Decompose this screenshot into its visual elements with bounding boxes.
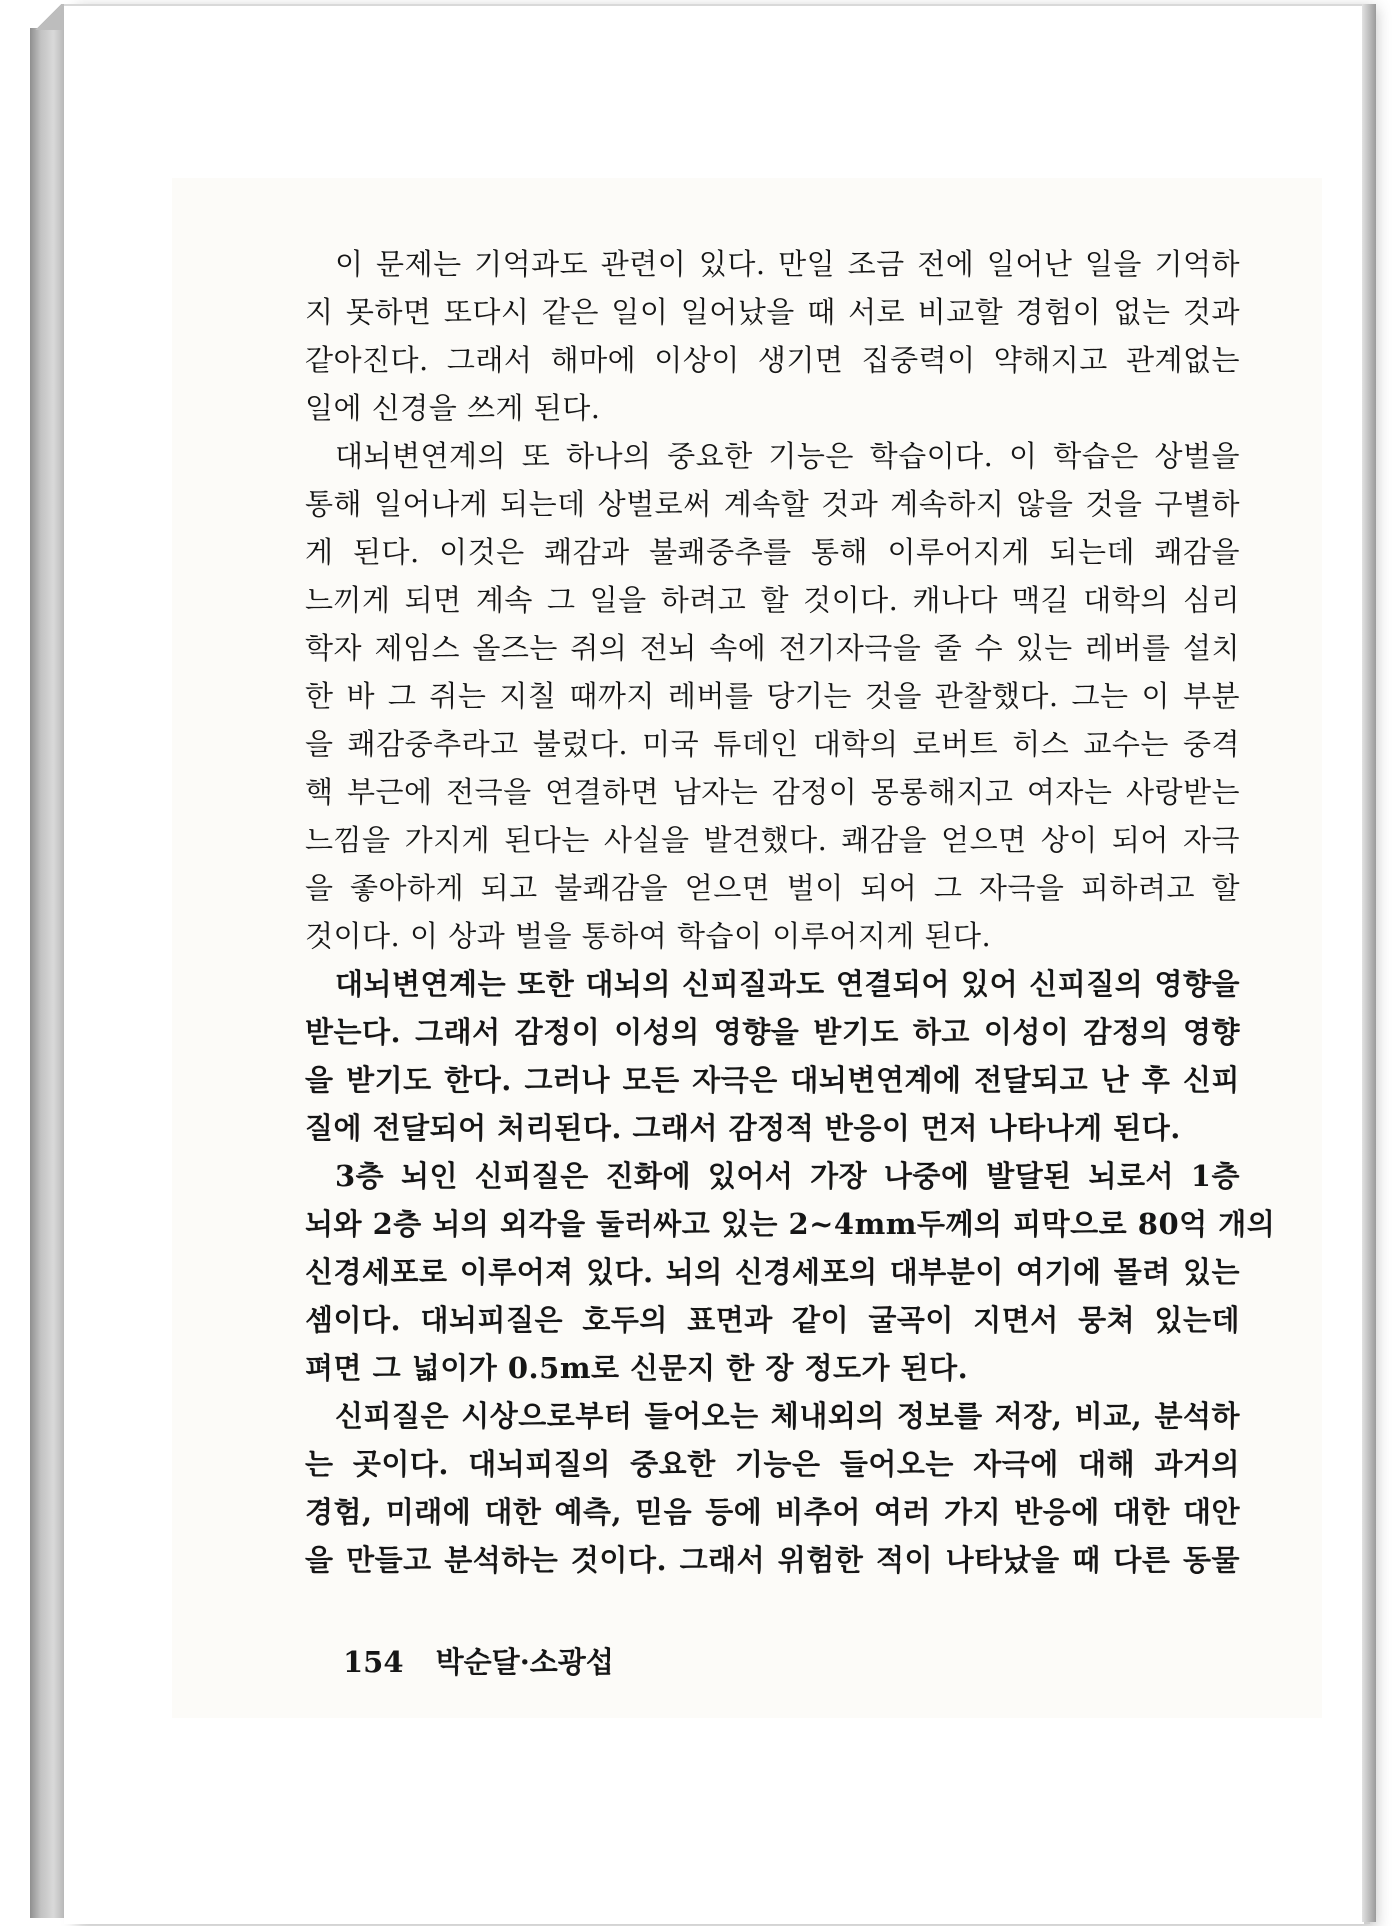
page-number: 154 [343,1645,404,1679]
text-line: 뇌와 2층 뇌의 외각을 둘러싸고 있는 2~4mm두께의 피막으로 80억 개의 [305,1207,1276,1241]
body-text [305,240,1276,1584]
paragraph-1 [305,240,1240,432]
text-line: 같아진다. 그래서 해마에 이상이 생기면 집중력이 약해지고 관계없는 [305,343,1240,377]
text-line: 느끼게 되면 계속 그 일을 하려고 할 것이다. 캐나다 맥길 대학의 심리 [305,583,1240,617]
text-line: 일에 신경을 쓰게 된다. [305,391,601,425]
text-line: 을 좋아하게 되고 불쾌감을 얻으면 벌이 되어 그 자극을 피하려고 할 [305,871,1240,905]
paragraph-5 [305,1392,1240,1584]
text-line: 통해 일어나게 되는데 상벌로써 계속할 것과 계속하지 않을 것을 구별하 [305,487,1240,521]
text-line: 3층 뇌인 신피질은 진화에 있어서 가장 나중에 발달된 뇌로서 1층 [335,1159,1240,1193]
page-footer [343,1640,614,1681]
book-spine [30,28,66,1918]
text-line: 을 쾌감중추라고 불렀다. 미국 튜데인 대학의 로버트 히스 교수는 중격 [305,727,1240,761]
book-top-edge [30,4,66,30]
text-line: 게 된다. 이것은 쾌감과 불쾌중추를 통해 이루어지게 되는데 쾌감을 [305,535,1240,569]
text-line: 질에 전달되어 처리된다. 그래서 감정적 반응이 먼저 나타나게 된다. [305,1111,1181,1145]
text-line: 신피질은 시상으로부터 들어오는 체내외의 정보를 저장, 비교, 분석하 [335,1399,1240,1433]
text-line: 셈이다. 대뇌피질은 호두의 표면과 같이 굴곡이 지면서 뭉쳐 있는데 [305,1303,1240,1337]
text-line: 펴면 그 넓이가 0.5m로 신문지 한 장 정도가 된다. [305,1351,969,1385]
paragraph-4 [305,1152,1276,1392]
text-line: 핵 부근에 전극을 연결하면 남자는 감정이 몽롱해지고 여자는 사랑받는 [305,775,1240,809]
author-names: 박순달·소광섭 [435,1645,614,1679]
text-line: 을 만들고 분석하는 것이다. 그래서 위험한 적이 나타났을 때 다른 동물 [305,1543,1240,1577]
text-line: 느낌을 가지게 된다는 사실을 발견했다. 쾌감을 얻으면 상이 되어 자극 [305,823,1240,857]
text-line: 한 바 그 쥐는 지칠 때까지 레버를 당기는 것을 관찰했다. 그는 이 부분 [305,679,1240,713]
paragraph-3 [305,960,1240,1152]
paragraph-2 [305,432,1240,960]
text-line: 지 못하면 또다시 같은 일이 일어났을 때 서로 비교할 경험이 없는 것과 [305,295,1240,329]
text-line: 대뇌변연계의 또 하나의 중요한 기능은 학습이다. 이 학습은 상벌을 [335,439,1240,473]
text-line: 경험, 미래에 대한 예측, 믿음 등에 비추어 여러 가지 반응에 대한 대안 [305,1495,1240,1529]
book-right-edge [1362,4,1376,1922]
text-line: 대뇌변연계는 또한 대뇌의 신피질과도 연결되어 있어 신피질의 영향을 [335,967,1240,1001]
text-line: 학자 제임스 올즈는 쥐의 전뇌 속에 전기자극을 줄 수 있는 레버를 설치 [305,631,1240,665]
text-line: 는 곳이다. 대뇌피질의 중요한 기능은 들어오는 자극에 대해 과거의 [305,1447,1240,1481]
text-line: 이 문제는 기억과도 관련이 있다. 만일 조금 전에 일어난 일을 기억하 [335,247,1240,281]
text-line: 신경세포로 이루어져 있다. 뇌의 신경세포의 대부분이 여기에 몰려 있는 [305,1255,1240,1289]
text-line: 을 받기도 한다. 그러나 모든 자극은 대뇌변연계에 전달되고 난 후 신피 [305,1063,1240,1097]
text-line: 받는다. 그래서 감정이 이성의 영향을 받기도 하고 이성이 감정의 영향 [305,1015,1240,1049]
text-line: 것이다. 이 상과 벌을 통하여 학습이 이루어지게 된다. [305,919,992,953]
